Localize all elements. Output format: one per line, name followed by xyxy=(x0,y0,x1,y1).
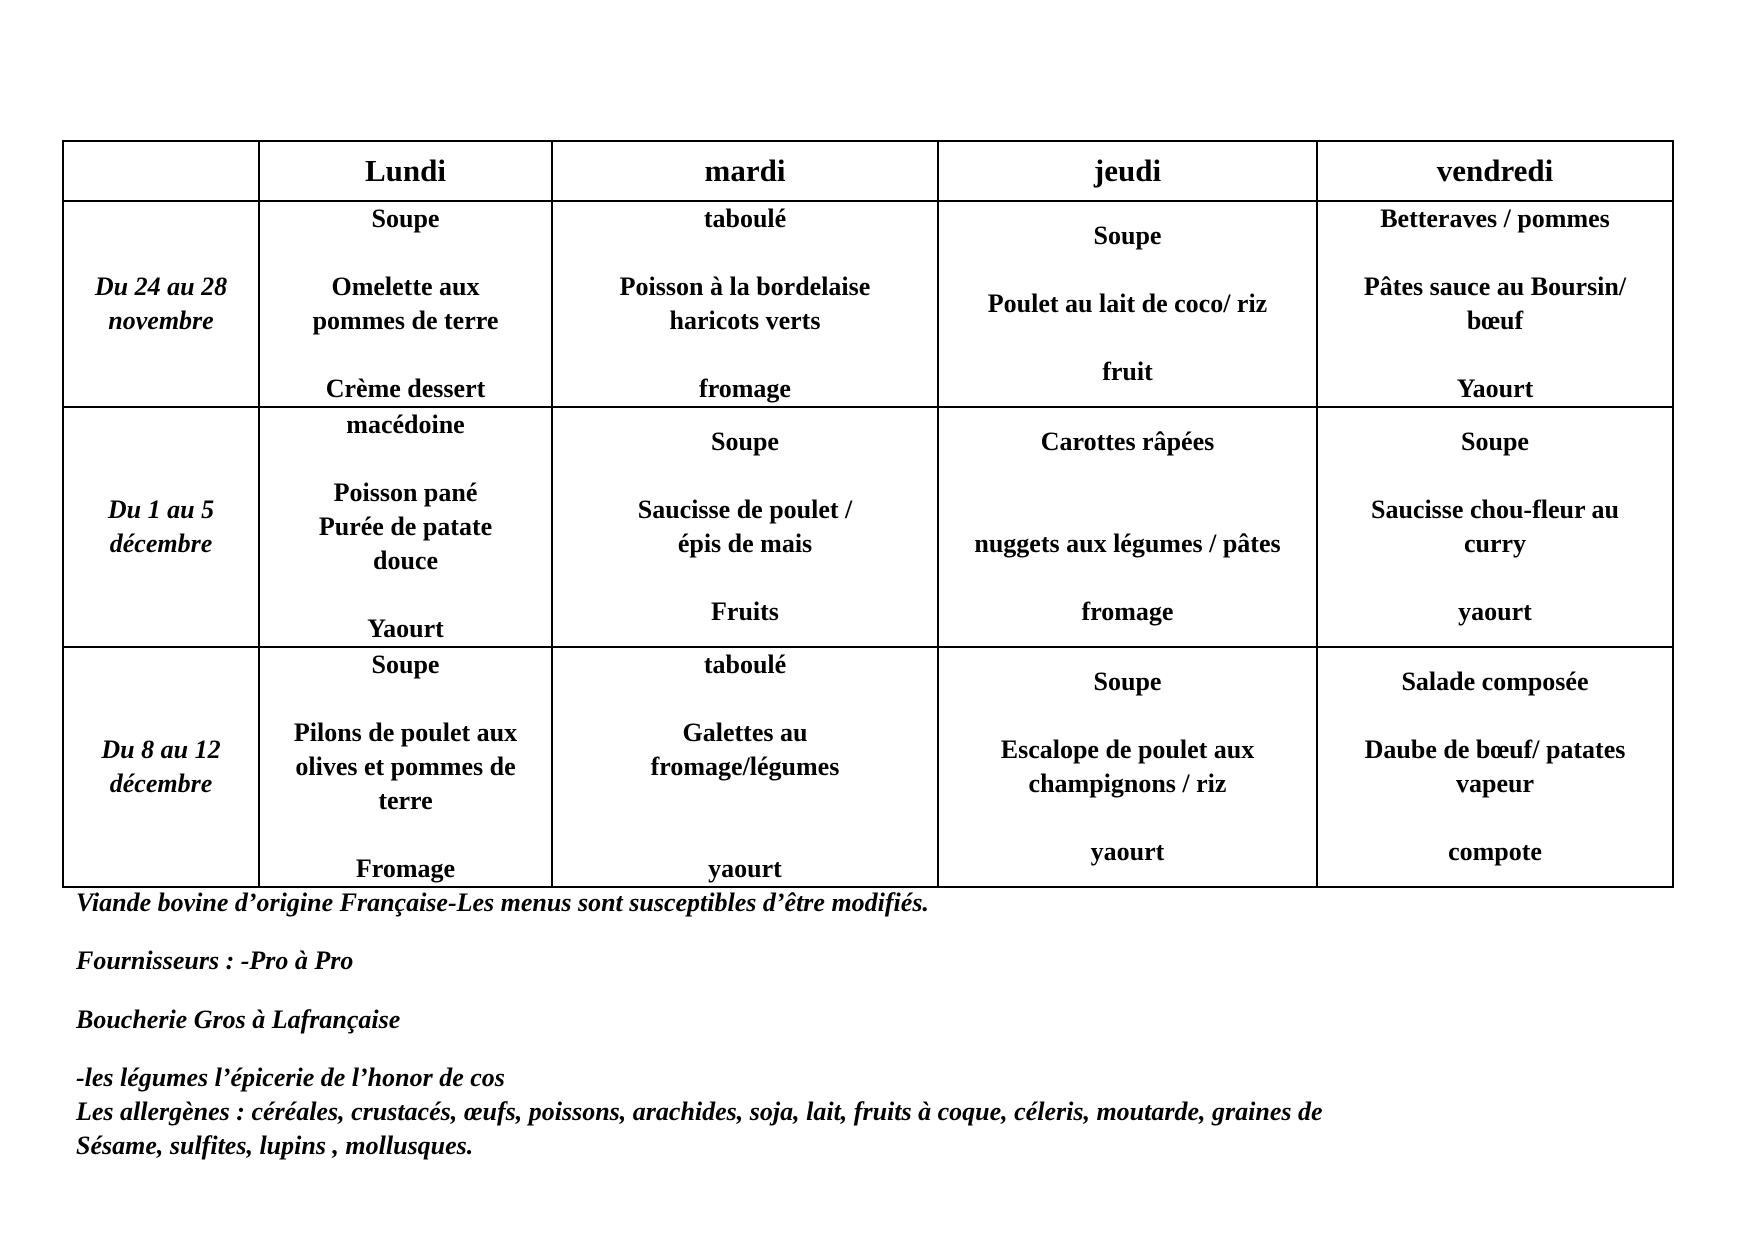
week-row xyxy=(63,201,1673,407)
menu-item: Salade composée xyxy=(1401,667,1589,696)
menu-item: curry xyxy=(1463,529,1527,558)
week-label-line: décembre xyxy=(109,769,213,798)
line-gap xyxy=(1324,338,1666,372)
week-label xyxy=(63,647,259,887)
menu-item: Daube de bœuf/ patates xyxy=(1364,735,1626,764)
menu-item: Soupe xyxy=(1461,427,1529,456)
menu-item: terre xyxy=(378,786,433,815)
menu-item: Yaourt xyxy=(367,614,444,643)
allergens-line-2: Sésame, sulfites, lupins , mollusques. xyxy=(76,1131,474,1160)
menu-item: Pâtes sauce au Boursin/ xyxy=(1363,272,1627,301)
line-gap xyxy=(945,699,1310,733)
menu-item: Soupe xyxy=(371,204,440,233)
week-label-line: Du 8 au 12 xyxy=(101,735,221,764)
origin-note: Viande bovine d’origine Française-Les menus sont susceptibles d’être modifiés. xyxy=(76,888,929,917)
line-gap xyxy=(945,801,1310,835)
line-gap xyxy=(559,818,931,852)
menu-item: yaourt xyxy=(708,854,782,883)
line-gap xyxy=(559,561,931,595)
menu-item: Pilons de poulet aux xyxy=(293,718,518,747)
line-gap xyxy=(1324,459,1666,493)
week-label xyxy=(63,407,259,647)
menu-item: vapeur xyxy=(1456,769,1534,798)
line-gap xyxy=(559,459,931,493)
menu-item: fromage xyxy=(699,374,791,403)
menu-cell-jeudi xyxy=(938,201,1317,407)
menu-item: Yaourt xyxy=(1456,374,1534,403)
line-gap xyxy=(266,442,545,476)
menu-cell-lundi xyxy=(259,201,552,407)
menu-cell-vendredi xyxy=(1317,647,1673,887)
vegetables-supplier: -les légumes l’épicerie de l’honor de cos xyxy=(76,1063,505,1092)
header-lundi: Lundi xyxy=(259,141,552,201)
menu-cell-lundi xyxy=(259,647,552,887)
menu-item: Soupe xyxy=(1093,221,1162,250)
menu-item: pommes de terre xyxy=(312,306,499,335)
weekly-menu-table xyxy=(62,140,1674,888)
menu-item: fromage xyxy=(1081,597,1174,626)
line-gap xyxy=(1324,236,1666,270)
menu-item: yaourt xyxy=(1458,597,1532,626)
menu-cell-mardi xyxy=(552,647,938,887)
menu-cell-mardi xyxy=(552,407,938,647)
line-gap xyxy=(266,338,545,372)
menu-item: Soupe xyxy=(1093,667,1162,696)
menu-cell-lundi xyxy=(259,407,552,647)
menu-item: taboulé xyxy=(703,650,787,679)
week-label xyxy=(63,201,259,407)
menu-item: fromage/légumes xyxy=(650,752,840,781)
butcher-supplier: Boucherie Gros à Lafrançaise xyxy=(76,1005,401,1034)
line-gap xyxy=(1324,561,1666,595)
header-vendredi: vendredi xyxy=(1317,141,1673,201)
week-label-line: Du 24 au 28 xyxy=(94,272,228,301)
menu-item: Betteraves / pommes xyxy=(1380,204,1610,233)
line-gap xyxy=(945,561,1310,595)
menu-item: Soupe xyxy=(371,650,440,679)
header-corner xyxy=(63,141,259,201)
menu-item: Poisson pané xyxy=(333,478,478,507)
menu-item: douce xyxy=(373,546,438,575)
menu-cell-mardi xyxy=(552,201,938,407)
week-row xyxy=(63,647,1673,887)
week-label-line: décembre xyxy=(109,529,213,558)
menu-item: Omelette aux xyxy=(331,272,480,301)
menu-cell-jeudi xyxy=(938,647,1317,887)
menu-item: Soupe xyxy=(711,427,779,456)
menu-item: épis de mais xyxy=(677,529,813,558)
line-gap xyxy=(266,682,545,716)
menu-item: olives et pommes de xyxy=(295,752,516,781)
menu-item: Carottes râpées xyxy=(1040,427,1215,456)
menu-item: haricots verts xyxy=(669,306,821,335)
line-gap xyxy=(266,236,545,270)
week-label-line: novembre xyxy=(108,306,214,335)
menu-item: nuggets aux légumes / pâtes xyxy=(974,529,1281,558)
menu-item: Poulet au lait de coco/ riz xyxy=(987,289,1268,318)
menu-item: Poisson à la bordelaise xyxy=(619,272,871,301)
menu-item: bœuf xyxy=(1466,306,1524,335)
menu-item: Saucisse de poulet / xyxy=(637,495,853,524)
line-gap xyxy=(945,493,1310,527)
menu-cell-jeudi xyxy=(938,407,1317,647)
line-gap xyxy=(945,253,1310,287)
line-gap xyxy=(559,682,931,716)
header-row xyxy=(63,141,1673,201)
menu-item: Escalope de poulet aux xyxy=(1000,735,1255,764)
menu-cell-vendredi xyxy=(1317,407,1673,647)
week-row xyxy=(63,407,1673,647)
menu-item: compote xyxy=(1448,837,1542,866)
line-gap xyxy=(559,338,931,372)
menu-item: macédoine xyxy=(346,410,465,439)
menu-item: Purée de patate xyxy=(318,512,493,541)
menu-cell-vendredi xyxy=(1317,201,1673,407)
menu-item: Fromage xyxy=(355,854,456,883)
menu-item: Crème dessert xyxy=(325,374,486,403)
line-gap xyxy=(559,784,931,818)
line-gap xyxy=(945,459,1310,493)
line-gap xyxy=(266,818,545,852)
week-label-line: Du 1 au 5 xyxy=(107,495,215,524)
allergens-line-1: Les allergènes : céréales, crustacés, œufs, poissons, arachides, soja, lait, fruits à coque, céleris, moutarde, graines de xyxy=(76,1097,1323,1126)
menu-item: taboulé xyxy=(703,204,787,233)
line-gap xyxy=(559,236,931,270)
menu-item: Saucisse chou-fleur au xyxy=(1371,495,1619,524)
menu-item: Galettes au xyxy=(682,718,808,747)
line-gap xyxy=(1324,699,1666,733)
menu-item: champignons / riz xyxy=(1028,769,1227,798)
menu-item: fruit xyxy=(1102,357,1153,386)
menu-item: yaourt xyxy=(1090,837,1165,866)
line-gap xyxy=(1324,801,1666,835)
header-jeudi: jeudi xyxy=(938,141,1317,201)
header-mardi: mardi xyxy=(552,141,938,201)
suppliers-label: Fournisseurs : -Pro à Pro xyxy=(76,946,354,975)
line-gap xyxy=(266,578,545,612)
menu-item: Fruits xyxy=(711,597,779,626)
line-gap xyxy=(945,321,1310,355)
